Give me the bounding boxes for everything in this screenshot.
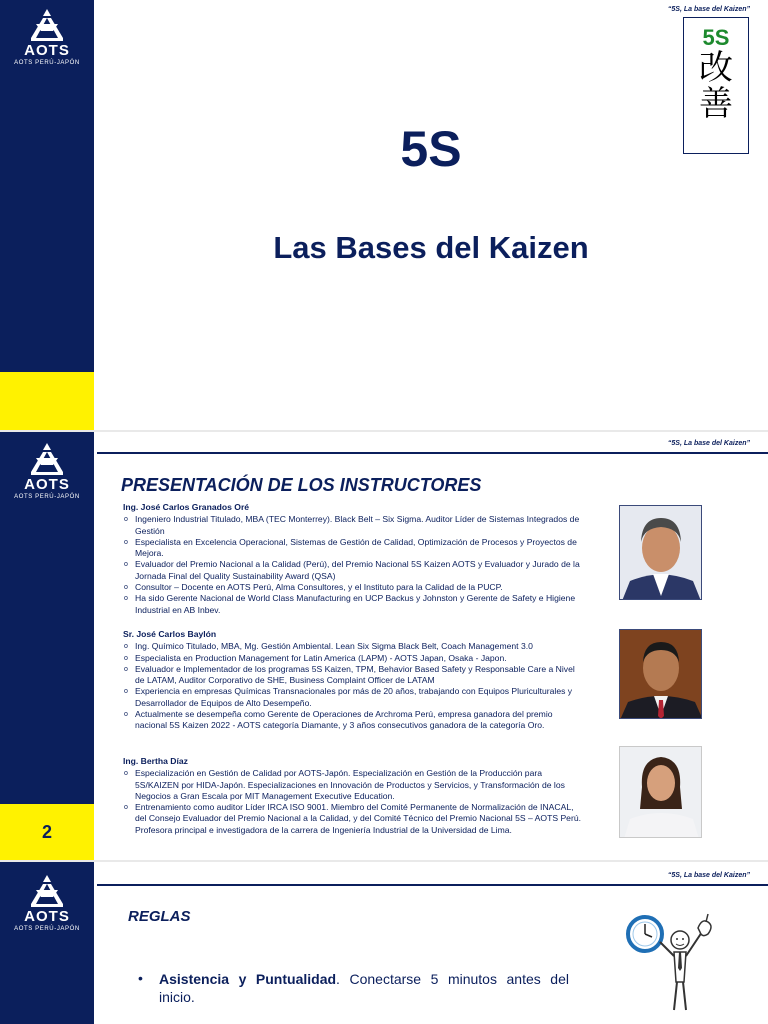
instructor-bullet: o Ing. Químico Titulado, MBA, Mg. Gestión Ambiental. Lean Six Sigma Black Belt, Coach Management 3.0 — [123, 641, 583, 652]
aots-logo — [7, 8, 87, 67]
tagline: “5S, La base del Kaizen” — [667, 872, 750, 879]
rule-item-text: . Conectarse 5 minutos antes del inicio. — [159, 971, 569, 1005]
instructor-bullet: o Ingeniero Industrial Titulado, MBA (TEC Monterrey). Black Belt – Six Sigma. Auditor Líder de Sistemas Integrados de Gestión — [123, 514, 583, 537]
logo-subtitle: AOTS PERÚ-JAPÓN — [14, 60, 80, 66]
instructor-bullet: o Evaluador del Premio Nacional a la Calidad (Perú), del Premio Nacional 5S Kaizen AOTS y Evaluador y Jurado de la Jornada Final del Quality Sustainability Award (QSA) — [123, 559, 583, 582]
header-rule — [97, 452, 768, 454]
slide-instructors — [0, 432, 768, 860]
logo-subtitle: AOTS PERÚ-JAPÓN — [14, 494, 80, 500]
instructor-bullet: o Ha sido Gerente Nacional de World Class Manufacturing en UCP Backus y Johnston y Gerente de Safety e Higiene Industrial en AB Inbev. — [123, 593, 583, 616]
kaizen-badge-5s: 5S — [702, 25, 730, 50]
instructor-bullet: o Especialista en Production Management for Latin America (LAPM) - AOTS Japan, Osaka - Japon. — [123, 653, 583, 664]
instructor-bullet: o Entrenamiento como auditor Líder IRCA ISO 9001. Miembro del Comité Permanente de Normalización de INACAL, del Consejo Evaluador del Premio Nacional a la Calidad, y del Comité Técnico del Premio Nacional 5S – AOTS Perú. Profesora principal e investigadora de la carrera de Ingeniería Industrial de la Universidad de Lima. — [123, 802, 583, 836]
instructor-bullet: o Especialización en Gestión de Calidad por AOTS-Japón. Especialización en Gestión de la Producción para 5S/KAIZEN por HIDA-Japón. Especializaciones en Innovación de Productos y Servicios, y Transformación de los Negocios a Gran Escala por MIT Management Executive Education. — [123, 768, 583, 802]
header-rule — [97, 884, 768, 886]
section-heading: REGLAS — [128, 908, 191, 925]
person-photo — [619, 505, 702, 600]
clock-figure-icon — [622, 906, 722, 1018]
instructor-block — [123, 502, 583, 616]
instructor-block — [123, 629, 583, 732]
aots-logo-icon — [27, 442, 67, 476]
rule-item — [159, 970, 569, 1006]
instructor-bullet: o Experiencia en empresas Químicas Transnacionales por más de 20 años, trabajando con Equipos Pluriculturales y Desarrollador de Equipos de Alto Desempeño. — [123, 686, 583, 709]
logo-name: AOTS — [24, 908, 70, 925]
instructor-bullet: o Especialista en Excelencia Operacional, Sistemas de Gestión de Calidad, Optimización de Procesos y Proyectos de Mejora. — [123, 537, 583, 560]
section-heading: PRESENTACIÓN DE LOS INSTRUCTORES — [121, 475, 482, 495]
person-photo — [619, 746, 702, 838]
kaizen-kanji-zen: 善 — [699, 84, 733, 124]
rule-bullet-dot: • — [138, 970, 143, 986]
aots-logo-icon — [27, 874, 67, 908]
slide-title — [0, 0, 768, 430]
instructor-name: Ing. Bertha Díaz — [123, 756, 188, 766]
rule-item-title: Asistencia y Puntualidad — [159, 971, 337, 987]
instructor-bullet: o Evaluador e Implementador de los programas 5S Kaizen, TPM, Behavior Based Safety y Responsable Care a Nivel de LATAM, Auditor Corporativo de SHE, Business Complaint Officer de LATAM — [123, 664, 583, 687]
instructor-block — [123, 756, 583, 836]
instructor-name: Ing. José Carlos Granados Oré — [123, 502, 250, 512]
instructor-bullet: o Consultor – Docente en AOTS Perú, Alma Consultores, y el Instituto para la Calidad de la PUCP. — [123, 582, 583, 593]
slide-rules — [0, 862, 768, 1024]
instructor-bullet: o Actualmente se desempeña como Gerente de Operaciones de Archroma Perú, empresa ganadora del premio nacional 5S Kaizen 2022 - AOTS categoría Diamante, y 3 años consecutivos ganadora de la categoría Oro. — [123, 709, 583, 732]
aots-logo — [7, 874, 87, 933]
logo-subtitle: AOTS PERÚ-JAPÓN — [14, 926, 80, 932]
tagline: “5S, La base del Kaizen” — [667, 6, 750, 13]
main-subtitle: Las Bases del Kaizen — [273, 230, 589, 265]
instructor-name: Sr. José Carlos Baylón — [123, 629, 217, 639]
kaizen-kanji-kai: 改 — [699, 48, 733, 88]
page-number: 2 — [0, 804, 94, 860]
logo-name: AOTS — [24, 42, 70, 59]
logo-name: AOTS — [24, 476, 70, 493]
tagline: “5S, La base del Kaizen” — [667, 440, 750, 447]
main-title: 5S — [400, 121, 462, 177]
aots-logo — [7, 442, 87, 501]
person-photo — [619, 629, 702, 719]
aots-logo-icon — [27, 8, 67, 42]
sidebar-yellow-block — [0, 372, 94, 430]
